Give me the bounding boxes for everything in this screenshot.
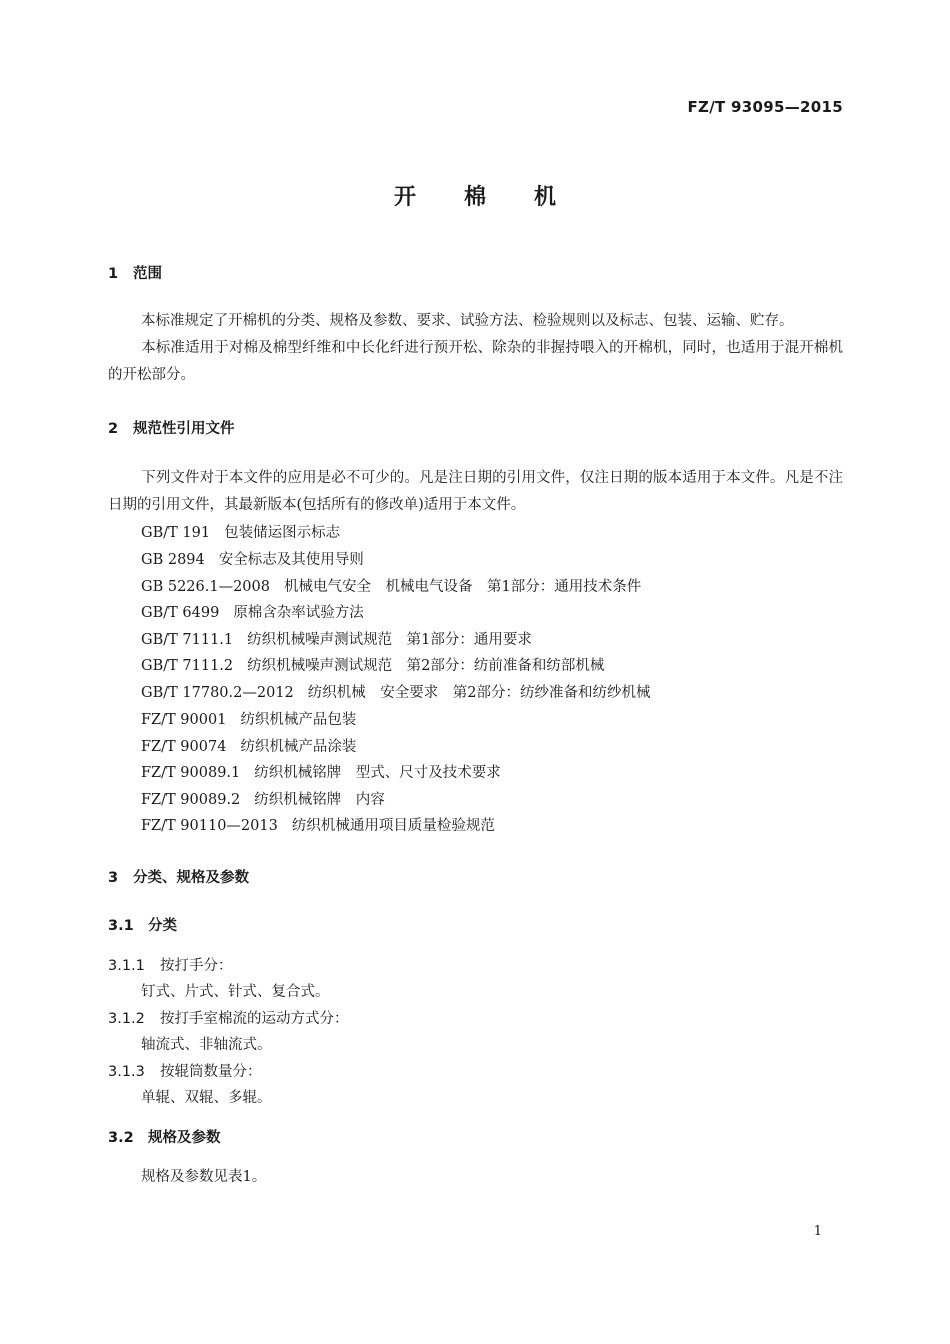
section-number: 3: [108, 870, 119, 886]
reference-code: GB/T 6499: [141, 605, 220, 621]
reference-title: 纺织机械通用项目质量检验规范: [291, 818, 495, 834]
reference-item: [141, 575, 641, 596]
reference-code: GB/T 7111.1: [141, 632, 234, 648]
section-1-heading: [108, 262, 162, 283]
reference-item: [141, 814, 495, 835]
section-3-1-3-text: 单辊、双辊、多辊。: [141, 1090, 272, 1106]
section-1-paragraph-2: [108, 335, 843, 389]
section-3-1-3-heading: [108, 1060, 262, 1081]
section-number: 1: [108, 266, 119, 282]
document-title: 开棉机: [393, 185, 604, 210]
section-title: 分类、规格及参数: [133, 870, 249, 886]
reference-code: GB 5226.1—2008: [141, 579, 270, 595]
section-3-1-heading: [108, 914, 177, 935]
section-title: 按打手室棉流的运动方式分：: [160, 1011, 349, 1027]
reference-item: [141, 601, 364, 622]
section-title: 规格及参数: [148, 1130, 221, 1146]
section-2-intro: [108, 465, 843, 519]
section-title: 规范性引用文件: [133, 421, 235, 437]
section-3-1-1-text: 钉式、片式、针式、复合式。: [141, 984, 330, 1000]
reference-item: [141, 708, 356, 729]
section-number: 3.1.1: [108, 958, 145, 974]
reference-title: 纺织机械铭牌 内容: [254, 792, 385, 808]
reference-title: 机械电气安全 机械电气设备 第1部分：通用技术条件: [284, 579, 642, 595]
reference-title: 原棉含杂率试验方法: [233, 605, 364, 621]
section-number: 3.1: [108, 918, 134, 934]
section-3-2-text: 规格及参数见表1。: [141, 1169, 267, 1185]
reference-code: FZ/T 90089.1: [141, 765, 241, 781]
section-3-1-1-heading: [108, 954, 233, 975]
section-number: 3.2: [108, 1130, 134, 1146]
reference-item: [141, 548, 364, 569]
reference-title: 安全标志及其使用导则: [218, 552, 364, 568]
reference-code: GB/T 7111.2: [141, 658, 234, 674]
section-3-heading: [108, 866, 249, 887]
reference-title: 纺织机械噪声测试规范 第2部分：纺前准备和纺部机械: [247, 658, 605, 674]
section-number: 3.1.3: [108, 1064, 145, 1080]
reference-code: GB/T 17780.2—2012: [141, 685, 294, 701]
reference-item: [141, 628, 532, 649]
section-number: 3.1.2: [108, 1011, 145, 1027]
reference-code: FZ/T 90089.2: [141, 792, 241, 808]
reference-code: FZ/T 90110—2013: [141, 818, 278, 834]
document-code: FZ/T 93095—2015: [687, 98, 843, 116]
section-3-1-2-text: 轴流式、非轴流式。: [141, 1037, 272, 1053]
reference-title: 纺织机械铭牌 型式、尺寸及技术要求: [254, 765, 501, 781]
section-3-2-heading: [108, 1126, 221, 1147]
paragraph-text: 下列文件对于本文件的应用是必不可少的。凡是注日期的引用文件，仅注日期的版本适用于本文件。凡是不注日期的引用文件，其最新版本(包括所有的修改单)适用于本文件。: [108, 470, 843, 513]
reference-title: 纺织机械产品涂装: [240, 739, 357, 755]
reference-code: GB 2894: [141, 552, 205, 568]
reference-title: 纺织机械噪声测试规范 第1部分：通用要求: [247, 632, 532, 648]
section-1-paragraph-1: [108, 308, 843, 335]
reference-title: 纺织机械 安全要求 第2部分：纺纱准备和纺纱机械: [307, 685, 651, 701]
reference-code: GB/T 191: [141, 525, 211, 541]
reference-code: FZ/T 90074: [141, 739, 227, 755]
paragraph-text: 本标准规定了开棉机的分类、规格及参数、要求、试验方法、检验规则以及标志、包装、运输、贮存。: [141, 313, 794, 329]
section-title: 按辊筒数量分：: [160, 1064, 262, 1080]
reference-title: 纺织机械产品包装: [240, 712, 357, 728]
reference-item: [141, 761, 501, 782]
page-number: 1: [813, 1224, 822, 1239]
reference-title: 包装储运图示标志: [224, 525, 341, 541]
reference-item: [141, 521, 340, 542]
section-number: 2: [108, 421, 119, 437]
paragraph-text: 本标准适用于对棉及棉型纤维和中长化纤进行预开松、除杂的非握持喂入的开棉机，同时，也适用于混开棉机的开松部分。: [108, 340, 843, 383]
reference-item: [141, 681, 651, 702]
section-title: 分类: [148, 918, 177, 934]
section-3-1-2-heading: [108, 1007, 349, 1028]
reference-item: [141, 654, 604, 675]
section-title: 按打手分：: [160, 958, 233, 974]
section-2-heading: [108, 417, 235, 438]
reference-item: [141, 788, 385, 809]
reference-item: [141, 735, 356, 756]
reference-code: FZ/T 90001: [141, 712, 227, 728]
section-title: 范围: [133, 266, 162, 282]
